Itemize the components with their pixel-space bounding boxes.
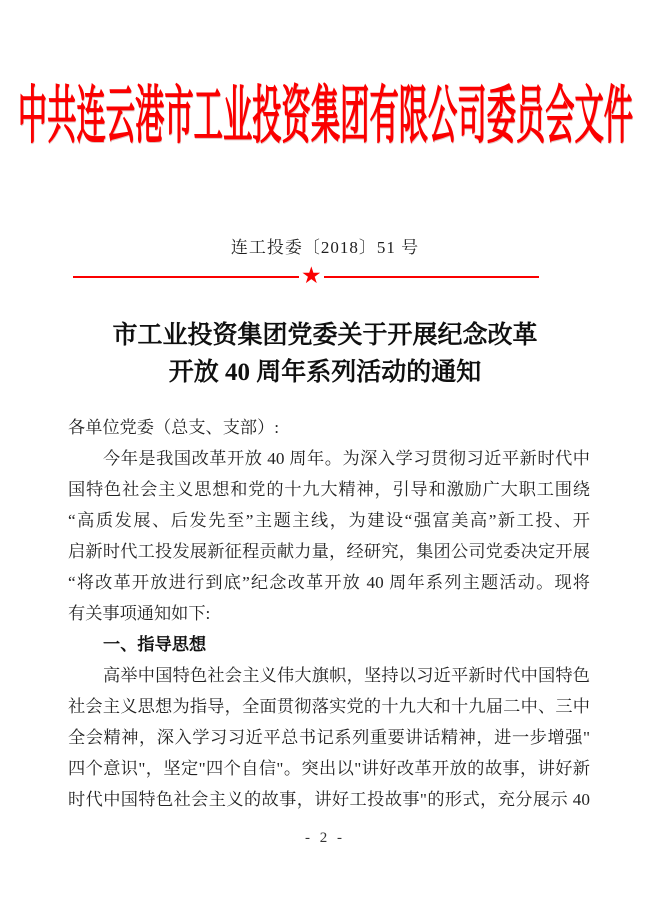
body-line: 国特色社会主义思想和党的十九大精神，引导和激励广大职工围绕 (68, 480, 590, 499)
red-rule (73, 263, 539, 289)
body-line: 启新时代工投发展新征程贡献力量，经研究，集团公司党委决定开展 (68, 542, 590, 561)
document-title-line-2: 开放 40 周年系列活动的通知 (168, 359, 482, 386)
red-rule-right (324, 276, 539, 279)
letterhead-title: 中共连云港市工业投资集团有限公司委员会文件 (17, 81, 633, 151)
red-rule-left (73, 276, 299, 279)
body-line: 有关事项通知如下: (68, 604, 211, 623)
star-icon: ★ (301, 263, 322, 289)
body-line: 时代中国特色社会主义的故事，讲好工投故事"的形式，充分展示 40 (68, 790, 590, 809)
body-line: 各单位党委（总支、支部）: (68, 418, 280, 437)
section-heading: 一、指导思想 (103, 634, 207, 654)
body-line: “将改革开放进行到底”纪念改革开放 40 周年系列主题活动。现将 (68, 573, 590, 592)
body-line: 高举中国特色社会主义伟大旗帜，坚持以习近平新时代中国特色 (103, 666, 590, 685)
document-body (68, 412, 590, 815)
body-line: “高质发展、后发先至”主题主线，为建设“强富美高”新工投、开 (68, 511, 590, 530)
document-number: 连工投委〔2018〕51 号 (230, 238, 420, 257)
body-line: 全会精神，深入学习习近平总书记系列重要讲话精神，进一步增强" (68, 728, 590, 747)
document-title-line-1: 市工业投资集团党委关于开展纪念改革 (112, 322, 538, 349)
document-title (0, 317, 650, 391)
page-number: - 2 - (305, 830, 345, 846)
body-line: 四个意识"，坚定"四个自信"。突出以"讲好改革开放的故事，讲好新 (68, 759, 590, 778)
body-line: 社会主义思想为指导，全面贯彻落实党的十九大和十九届二中、三中 (68, 697, 590, 716)
body-line: 今年是我国改革开放 40 周年。为深入学习贯彻习近平新时代中 (103, 449, 590, 468)
letterhead (0, 80, 650, 152)
